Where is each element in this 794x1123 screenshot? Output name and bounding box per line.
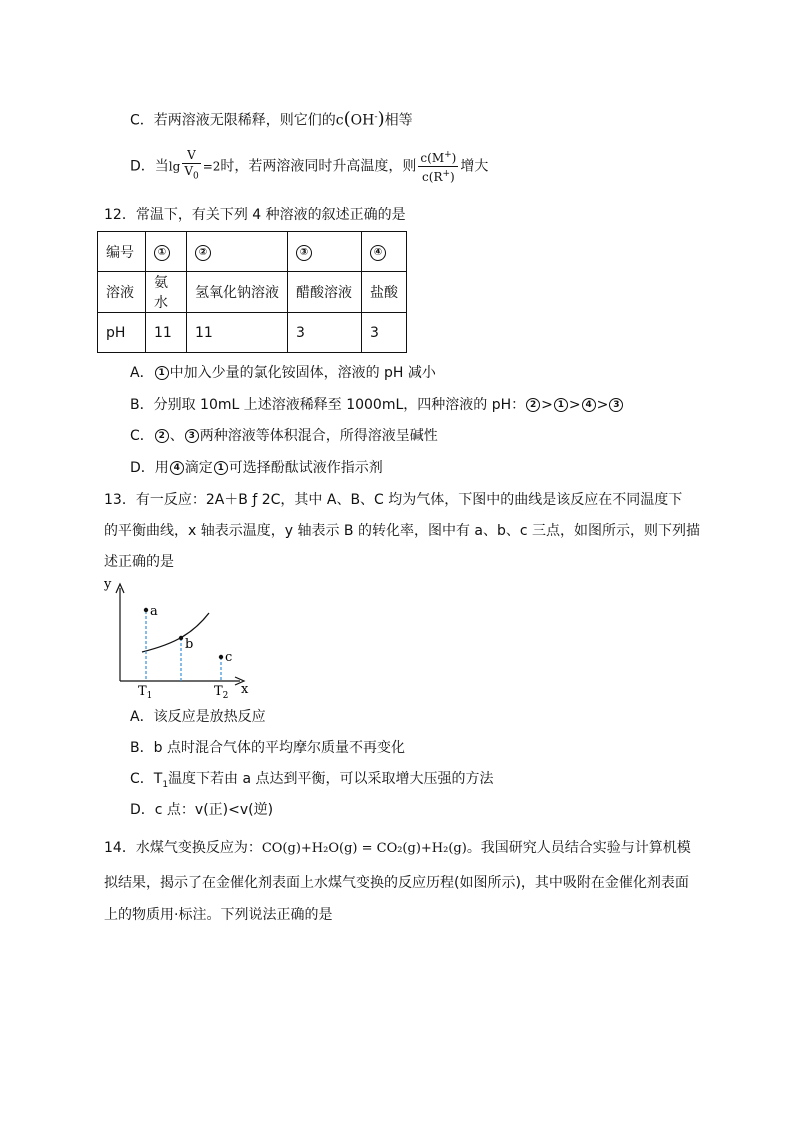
q14-stem-line3: 上的物质用·标注。下列说法正确的是 [104,907,333,923]
prev-option-d-prefix: D．当 [130,158,169,175]
circled-number: 4 [170,461,184,475]
circled-number: 3 [185,429,199,443]
lg-symbol: lg [168,159,181,174]
x-axis-label: x [241,682,249,697]
q13-stem-line3: 述正确的是 [104,554,174,570]
q13-option-d: D．c 点：v(正)<v(逆) [130,802,274,818]
table-cell: ② [187,232,288,272]
table-cell: ④ [362,232,407,272]
circled-number: 1 [214,461,228,475]
table-row [98,313,407,353]
circled-number: 3 [609,398,623,412]
table-cell: 盐酸 [362,272,407,313]
circled-number: 1 [155,366,169,380]
x-axis-arrow [235,677,244,685]
table-cell: 11 [146,313,187,353]
table-row [98,232,407,272]
q13-option-c: C．$T_1$温度下若由 a 点达到平衡，可以采取增大压强的方法 [130,771,494,790]
table-cell: 氨水 [146,272,187,313]
q13-option-a: A．该反应是放热反应 [130,709,266,725]
q14-stem-line1: 14．水煤气变换反应为：CO(g)+H₂O(g) = CO₂(g)+H₂(g)。我国研究人员结合实验与计算机模 [104,840,691,856]
solution-table [97,231,407,353]
q12-option-c: C． 2 、 3 两种溶液等体积混合，所得溶液呈碱性 [130,428,438,444]
table-cell: 溶液 [98,272,146,313]
circled-number: 1 [554,398,568,412]
q13-stem-line1: 13．有一反应：2A＋B ƒ 2C，其中 A、B、C 均为气体，下图中的曲线是该反应在不同温度下 [104,492,683,508]
prev-option-c: C．若两溶液无限稀释，则它们的c(OH-)相等 [130,108,413,130]
q12-option-a: A． 1 中加入少量的氯化铵固体，溶液的 pH 减小 [130,365,436,381]
table-cell: ① [146,232,187,272]
circled-number: 2 [526,398,540,412]
prev-option-d-mid: 时，若两溶液同时升高温度，则 [220,158,417,175]
q14-stem-line2: 拟结果，揭示了在金催化剂表面上水煤气变换的反应历程(如图所示)，其中吸附在金催化剂表面 [104,875,689,891]
volume-denominator: V [184,164,193,179]
table-cell: 编号 [98,232,146,272]
point-b-label: b [185,637,194,652]
volume-denominator-sub: 0 [192,171,199,182]
hydroxide-charge: - [374,112,378,122]
point-a-label: a [150,604,158,619]
y-axis-label: y [104,577,112,592]
equilibrium-curve [142,613,209,652]
point-c-label: c [225,650,233,665]
volume-ratio-fraction [182,148,200,184]
table-cell: 醋酸溶液 [288,272,362,313]
water-gas-shift-equation: CO(g)+H₂O(g) = CO₂(g)+H₂(g) [261,841,467,856]
q13-stem-line2: 的平衡曲线，x 轴表示温度，y 轴表示 B 的转化率，图中有 a、b、c 三点，如图所示，则下列描 [104,523,701,539]
ion-numerator-charge: + [444,150,452,160]
prev-option-d [130,148,488,185]
point-a [144,608,148,612]
conc-symbol: c [335,112,344,129]
point-b [179,636,183,640]
table-cell: 3 [288,313,362,353]
volume-numerator: V [182,148,200,164]
prev-option-c-prefix: C．若两溶液无限稀释，则它们的 [130,112,336,129]
table-cell: 11 [187,313,288,353]
prev-option-c-suffix: 相等 [384,112,413,129]
table-row [98,272,407,313]
ion-denominator-charge: + [442,169,451,179]
q12-option-d: D．用 4 滴定 1 可选择酚酞试液作指示剂 [130,460,383,476]
table-cell: pH [98,313,146,353]
prev-option-d-suffix: 增大 [460,158,489,175]
point-c [219,655,223,659]
table-cell: ③ [288,232,362,272]
hydroxide-formula: OH [350,112,375,129]
t1-label: $T_1$ [138,684,153,701]
ratio-equals: =2 [202,159,221,174]
table-cell: 氢氧化钠溶液 [187,272,288,313]
table-cell: 3 [362,313,407,353]
t2-label: $T_2$ [214,684,229,701]
ion-ratio-fraction: $\frac{c(M^+)}{c(R^+)}$ [420,150,457,184]
q13-option-b: B．b 点时混合气体的平均摩尔质量不再变化 [130,740,405,756]
circled-number: 2 [155,429,169,443]
circled-number: 4 [582,398,596,412]
q12-option-b: B．分别取 10mL 上述溶液稀释至 1000mL，四种溶液的 pH： 2 > 1 > 4 > 3 [130,395,624,415]
q12-stem: 12．常温下，有关下列 4 种溶液的叙述正确的是 [104,207,406,223]
ion-numerator: c(M [420,151,445,165]
ion-denominator: c(R [422,170,443,184]
y-axis-arrow [116,584,124,593]
